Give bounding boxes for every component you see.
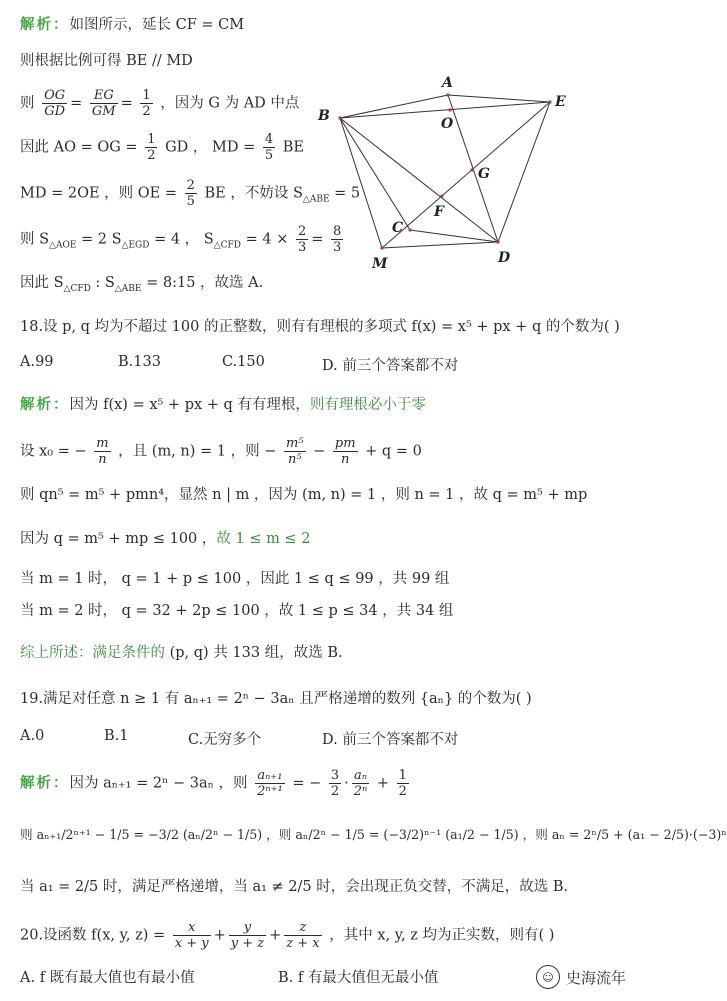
dot-f (440, 194, 443, 197)
frac-s19-4: $\frac{1}{2}$ (398, 768, 407, 799)
q20-option-b: B. f 有最大值但无最小值 (278, 970, 439, 986)
p6-sub3: △CFD (213, 240, 241, 251)
p7-mid: : S (90, 275, 115, 291)
s19-line-3: 当 a₁ = 2/5 时，满足严格递增，当 a₁ ≠ 2/5 时，会出现正负交替，不满足，故选 B. (20, 879, 569, 895)
segment-bc (340, 118, 410, 230)
frac-p4-2: $\frac{4}{5}$ (264, 132, 274, 163)
p7-prefix: 因此 S (20, 275, 64, 291)
s18-l2-suffix: + q = 0 (365, 443, 422, 460)
frac-p6-2: $\frac{8}{3}$ (333, 224, 342, 255)
dot-b (338, 116, 341, 119)
s18-l2-mid: ，且 (m, n) = 1 ，则 − (118, 443, 277, 460)
p3-prefix: 则 (20, 95, 35, 112)
s18-line-5: 当 m = 1 时， q = 1 + p ≤ 100 ，因此 1 ≤ q ≤ 99 ，共 99 组 (20, 571, 450, 587)
s19-l1-mid: = − (292, 775, 322, 792)
solution-line-6: 则 $S_{\triangle AOE} = 2$ $S_{\triangle EGD} = 4$ ， $S_{\triangle CFD} = 4$ × $\frac{2}{3}$ = $\frac{8}{3}$ (20, 224, 342, 255)
s19-l1-prefix: 因为 aₙ₊₁ = 2ⁿ − 3aₙ ，则 (69, 775, 248, 792)
q19-option-c: C.无穷多个 (188, 732, 262, 748)
label-o: O (441, 116, 454, 132)
dot-g (470, 168, 473, 171)
p5-sub: △ABE (302, 194, 330, 205)
question-20 (20, 920, 554, 951)
s18-l1-green: 则有理根必小于零 (309, 397, 426, 413)
p5-end: = 5 (329, 185, 361, 202)
s18-l7-text: (p, q) 共 133 组，故选 B. (165, 645, 343, 661)
s18-line-6: 当 m = 2 时， q = 32 + 2p ≤ 100 ，故 1 ≤ p ≤ 34 ，共 34 组 (20, 603, 454, 619)
p4-suffix: BE (282, 139, 304, 156)
dot-d (496, 240, 499, 243)
s18-line-4 (20, 528, 310, 550)
q19-option-a: A.0 (20, 728, 45, 744)
frac-og-gd: $\frac{OG}{GD}$ (44, 88, 66, 119)
s18-line-1 (20, 394, 426, 416)
p7-sub1: △CFD (63, 283, 91, 294)
frac-pm-n: $\frac{pm}{n}$ (334, 436, 356, 467)
solution-line-5 (20, 178, 360, 210)
frac-eg-gm: $\frac{EG}{GM}$ (91, 88, 116, 119)
p5-prefix: MD = 2OE ，则 OE = (20, 185, 177, 202)
label-b: B (318, 108, 330, 124)
label-g: G (478, 166, 490, 182)
s18-l1-text: 因为 f(x) = x⁵ + px + q 有有理根， (69, 397, 310, 413)
p5-suffix: BE ，不妨设 S (204, 185, 303, 202)
frac-p4-1: $\frac{1}{2}$ (147, 132, 156, 163)
solution-line-3: 则 $\frac{OG}{GD}$ = $\frac{EG}{GM}$ = $\frac{1}{2}$ ，因为 G 为 AD 中点 (20, 88, 300, 119)
segment-bd (340, 118, 498, 242)
segment-em (382, 102, 550, 248)
frac-p6-1: $\frac{2}{3}$ (297, 224, 307, 255)
frac-p5: $\frac{2}{5}$ (186, 178, 195, 209)
q19-option-b: B.1 (104, 728, 129, 744)
p6-prefix: 则 S (20, 231, 50, 248)
wechat-icon: ☺ (536, 965, 560, 989)
s18-l4-green: 故 1 ≤ m ≤ 2 (216, 531, 311, 547)
p7-suffix: = 8:15 ，故选 A. (141, 275, 264, 291)
dot-c (408, 228, 411, 231)
p4-mid: GD ， MD = (165, 139, 256, 156)
s19-l1-dot: · (344, 775, 349, 792)
frac-q20-3: $\frac{z}{z + x}$ (286, 920, 320, 951)
segment-ae (448, 95, 550, 102)
segment-ed (498, 102, 550, 242)
s18-line-2 (20, 436, 422, 467)
watermark-text: 史海流年 (565, 968, 626, 987)
segment-ad (448, 95, 498, 242)
q18-option-a: A.99 (20, 354, 54, 370)
s18-l4-text: 因为 q = m⁵ + mp ≤ 100 ， (20, 531, 217, 547)
segment-md (382, 242, 498, 248)
watermark (536, 965, 626, 989)
frac-s19-2: $\frac{3}{2}$ (330, 768, 340, 799)
s18-line-7 (20, 642, 343, 664)
analysis-label-18: 解析： (20, 396, 70, 413)
p7-sub2: △ABE (114, 283, 142, 294)
label-a: A (442, 75, 453, 91)
s19-line-2: 则 aₙ₊₁/2ⁿ⁺¹ − 1/5 = −3/2 (aₙ/2ⁿ − 1/5) ，则 aₙ/2ⁿ − 1/5 = (−3/2)ⁿ⁻¹ (a₁/2 − 1/5) ，则 aₙ = 2ⁿ/5 + (a₁ − 2/5)·(−3)ⁿ (20, 827, 727, 842)
frac-s19-1: $\frac{\text{aₙ₊₁}}{\text{2ⁿ⁺¹}}$ (257, 768, 283, 799)
label-m: M (372, 256, 388, 272)
solution-line-1 (20, 14, 244, 36)
segment-ba (340, 95, 448, 118)
q19-option-d: D. 前三个答案都不对 (322, 732, 459, 748)
dot-a (446, 93, 449, 96)
frac-q20-1: $\frac{x}{x + y}$ (174, 920, 209, 951)
q20-option-a: A. f 既有最大值也有最小值 (20, 970, 195, 986)
q18-text: 18.设 p, q 均为不超过 100 的正整数，则有有理根的多项式 f(x) = x⁵ + px + q 的个数为( ) (20, 319, 620, 335)
analysis-label-19: 解析： (20, 774, 70, 792)
analysis-label: 解析： (20, 16, 70, 33)
p4-prefix: 因此 AO = OG = (20, 139, 138, 156)
p6-mid1: = 2 S (76, 231, 122, 248)
dot-o (448, 108, 451, 111)
dot-m (380, 246, 383, 249)
s19-l1-plus: + (376, 775, 390, 792)
frac-m-n: $\frac{m}{n}$ (96, 436, 109, 467)
s18-l7-green: 综上所述：满足条件的 (20, 645, 165, 661)
frac-s19-3: $\frac{\text{aₙ}}{\text{2ⁿ}}$ (353, 768, 368, 799)
q18-option-b: B.133 (118, 354, 161, 370)
p1-text: 如图所示，延长 CF = CM (69, 17, 245, 33)
s19-line-1 (20, 768, 412, 799)
p6-mid2: = 4 ， S (149, 231, 214, 248)
q20-prefix: 20.设函数 f(x, y, z) = (20, 927, 166, 944)
solution-line-4 (20, 132, 304, 163)
question-18 (20, 316, 620, 338)
s18-l2-prefix: 设 x₀ = − (20, 443, 87, 460)
p2-text: 则根据比例可得 BE // MD (20, 53, 193, 69)
label-c: C (392, 220, 404, 236)
solution-line-7 (20, 272, 263, 300)
q20-plus-2: + (269, 927, 282, 944)
p6-sub1: △AOE (49, 240, 77, 251)
frac-half: $\frac{1}{2}$ (142, 88, 151, 119)
label-e: E (555, 94, 566, 110)
q18-option-d: D. 前三个答案都不对 (322, 358, 459, 374)
s18-l2-mid2: − (313, 443, 326, 460)
question-19: 19.满足对任意 n ≥ 1 有 aₙ₊₁ = 2ⁿ − 3aₙ 且严格递增的数列 {aₙ} 的个数为( ) (20, 691, 532, 707)
p6-sub2: △EGD (121, 240, 150, 251)
p6-mid3: = 4 × (241, 231, 289, 248)
p3-suffix: ，因为 G 为 AD 中点 (160, 95, 300, 112)
label-d: D (498, 250, 511, 266)
q20-plus-1: + (213, 927, 226, 944)
frac-m5-n5: $\frac{\text{m⁵}}{\text{n⁵}}$ (285, 436, 304, 467)
solution-line-2 (20, 50, 193, 72)
dot-e (548, 100, 551, 103)
label-f: F (434, 204, 444, 220)
q18-option-c: C.150 (222, 354, 265, 370)
s18-line-3: 则 qn⁵ = m⁵ + pmn⁴，显然 n | m ，因为 (m, n) = 1 ，则 n = 1 ，故 q = m⁵ + mp (20, 487, 588, 503)
q20-suffix: ，其中 x, y, z 均为正实数，则有( ) (329, 927, 555, 944)
frac-q20-2: $\frac{y}{y + z}$ (230, 920, 265, 951)
